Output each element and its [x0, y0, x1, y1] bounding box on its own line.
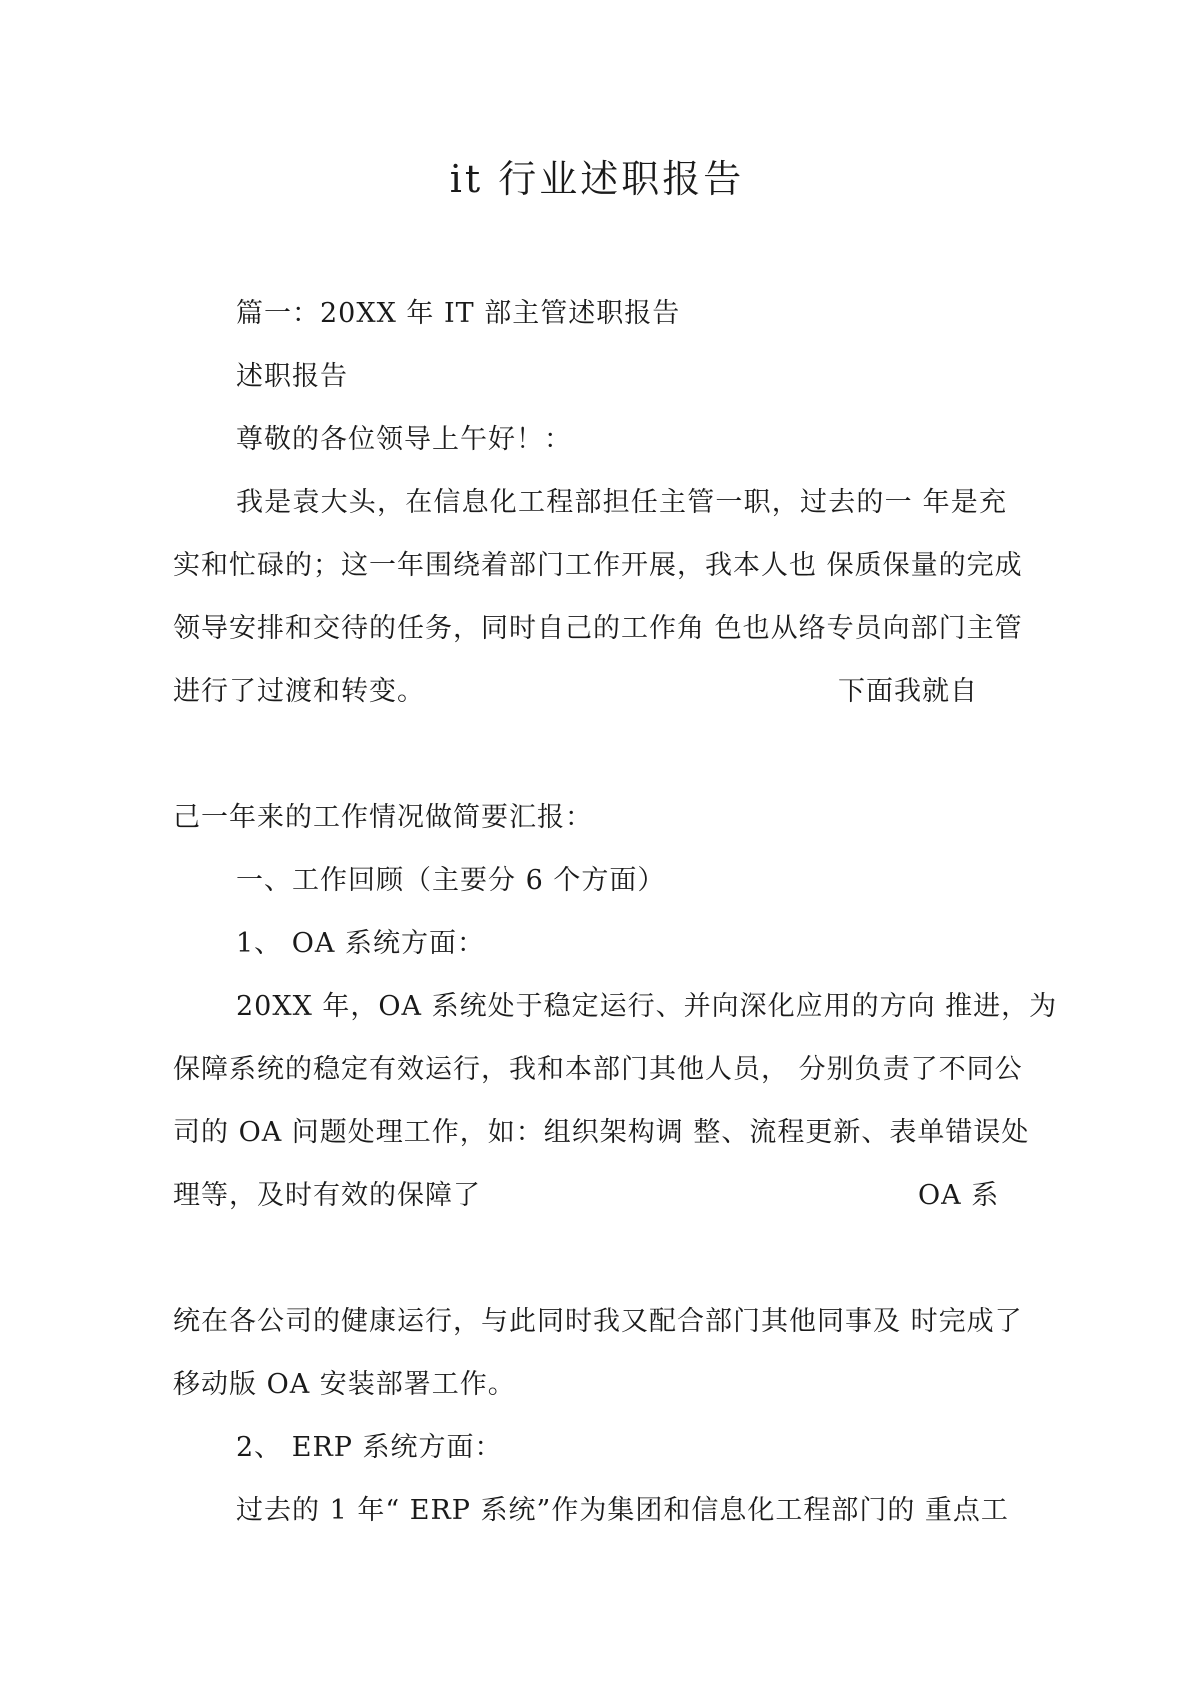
paragraph-line: 移动版 OA 安装部署工作。 — [173, 1369, 516, 1400]
report-heading: 述职报告 — [236, 361, 348, 392]
paragraph-line: 我是袁大头，在信息化工程部担任主管一职，过去的一 年是充 — [236, 487, 1008, 518]
section-heading: 篇一：20XX 年 IT 部主管述职报告 — [236, 298, 681, 329]
paragraph-line: 己一年来的工作情况做简要汇报： — [173, 802, 593, 833]
paragraph-line: 统在各公司的健康运行，与此同时我又配合部门其他同事及 时完成了 — [173, 1306, 1023, 1337]
paragraph-line: 保障系统的稳定有效运行，我和本部门其他人员， 分别负责了不同公 — [173, 1054, 1023, 1085]
item-heading: 2、 ERP 系统方面： — [236, 1432, 503, 1463]
greeting-line: 尊敬的各位领导上午好！： — [236, 424, 572, 455]
paragraph-line: 领导安排和交待的任务，同时自己的工作角 色也从络专员向部门主管 — [173, 613, 1023, 644]
paragraph-line: 实和忙碌的；这一年围绕着部门工作开展，我本人也 保质保量的完成 — [173, 550, 1023, 581]
subsection-heading: 一、工作回顾（主要分 6 个方面） — [236, 865, 666, 896]
paragraph-line: 20XX 年，OA 系统处于稳定运行、并向深化应用的方向 推进，为 — [236, 991, 1058, 1022]
paragraph-line: 进行了过渡和转变。 — [173, 676, 425, 707]
paragraph-line: 理等，及时有效的保障了 — [173, 1180, 481, 1211]
paragraph-line: 过去的 1 年“ ERP 系统”作为集团和信息化工程部门的 重点工 — [236, 1495, 1009, 1526]
paragraph-line: 下面我就自 — [838, 676, 978, 707]
paragraph-line: OA 系 — [918, 1180, 1000, 1211]
paragraph-line: 司的 OA 问题处理工作，如：组织架构调 整、流程更新、表单错误处 — [173, 1117, 1030, 1148]
item-heading: 1、 OA 系统方面： — [236, 928, 485, 959]
document-title: it 行业述职报告 — [449, 157, 745, 201]
